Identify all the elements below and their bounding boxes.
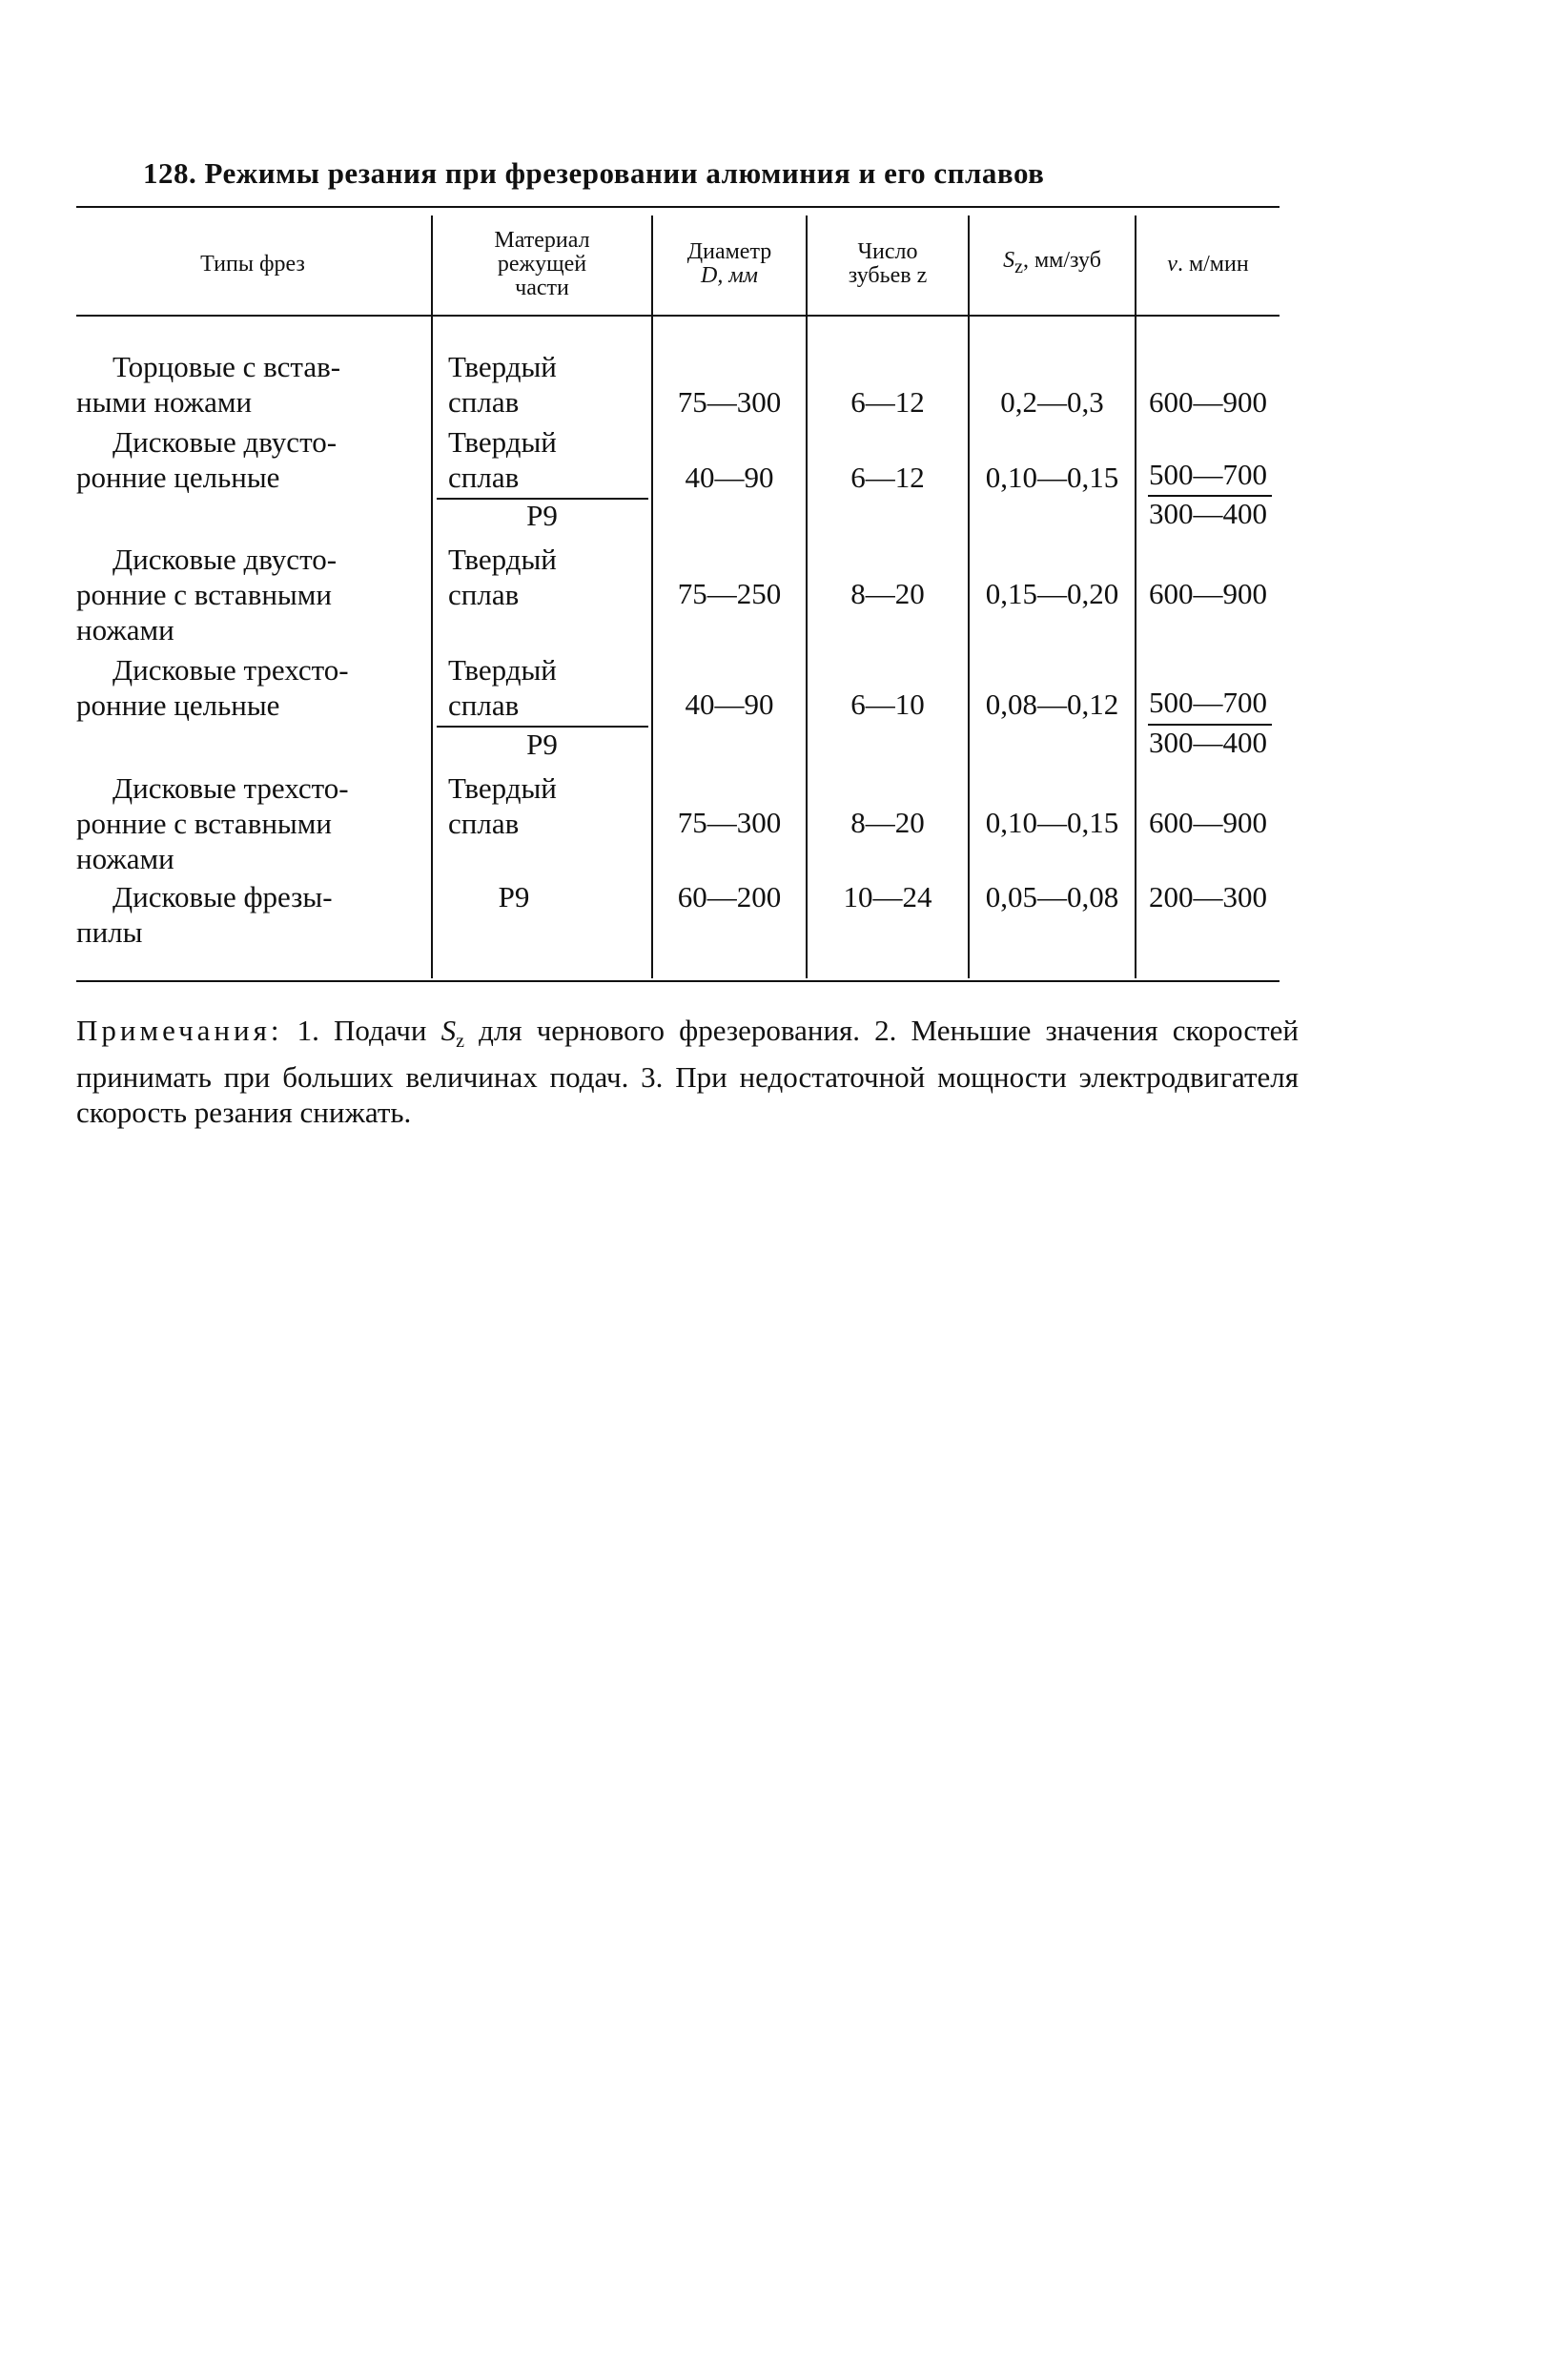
row1-speed: 600—900 (1149, 385, 1267, 419)
notes-label: Примечания: (76, 1014, 283, 1047)
row2-type: Дисковые двусто- ронние цельные (76, 425, 338, 494)
table-notes: Примечания: 1. Подачи $S_z$ для чернового фрезерования. 2. Меньшие значения скоростей принимать при больших величинах подач. 3. При недостаточной мощности электродвигателя скорость резания снижать. (76, 1014, 1299, 1130)
row5-speed: 600—900 (1149, 806, 1267, 839)
row2-diameter: 40—90 (685, 461, 774, 494)
row3-type: Дисковые двусто- ронние с вставными ножами (76, 543, 338, 646)
row1-feed: 0,2—0,3 (1000, 385, 1104, 419)
col-sep-1 (431, 215, 433, 978)
row5-diameter: 75—300 (677, 806, 782, 839)
row4-speed-alt: 300—400 (1149, 726, 1267, 759)
row6-speed: 200—300 (1149, 880, 1267, 913)
header-teeth: Число зубьев z (848, 239, 928, 288)
row4-speed: 500—700 (1149, 686, 1267, 719)
row2-speed: 500—700 (1149, 458, 1267, 491)
table-title: 128. Режимы резания при фрезеровании алюминия и его сплавов (143, 156, 1045, 190)
header-speed: v. м/мин (1167, 251, 1249, 277)
row1-material: Твердый сплав (448, 350, 557, 419)
header-type: Типы фрез (200, 251, 305, 277)
row2-speed-alt: 300—400 (1149, 497, 1267, 530)
header-material: Материал режущей части (494, 227, 590, 300)
table-top-rule (76, 206, 1280, 208)
row6-feed: 0,05—0,08 (985, 880, 1119, 913)
row2-material: Твердый сплав (448, 425, 557, 494)
row6-material: Р9 (498, 880, 530, 913)
row4-diameter: 40—90 (685, 687, 774, 721)
row1-teeth: 6—12 (850, 385, 925, 419)
row5-material: Твердый сплав (448, 771, 557, 840)
row1-diameter: 75—300 (677, 385, 782, 419)
row3-diameter: 75—250 (677, 577, 782, 610)
row5-teeth: 8—20 (850, 806, 925, 839)
row5-feed: 0,10—0,15 (985, 806, 1119, 839)
row6-type: Дисковые фрезы- пилы (76, 880, 333, 949)
row3-feed: 0,15—0,20 (985, 577, 1119, 610)
row3-speed: 600—900 (1149, 577, 1267, 610)
row2-feed: 0,10—0,15 (985, 461, 1119, 494)
row3-material: Твердый сплав (448, 543, 557, 611)
row5-type: Дисковые трехсто- ронние с вставными ножами (76, 771, 349, 875)
table-bottom-rule (76, 980, 1280, 982)
row2-material-alt: Р9 (526, 499, 558, 532)
row3-teeth: 8—20 (850, 577, 925, 610)
row6-teeth: 10—24 (843, 880, 932, 913)
row4-material-alt: Р9 (526, 728, 558, 761)
header-diameter: Диаметр D, мм (686, 239, 772, 288)
header-feed: $S_z$, мм/зуб (1003, 248, 1101, 277)
row4-material: Твердый сплав (448, 653, 557, 722)
row4-teeth: 6—10 (850, 687, 925, 721)
header-bottom-rule (76, 315, 1280, 317)
row2-teeth: 6—12 (850, 461, 925, 494)
row1-type: Торцовые с встав- ными ножами (76, 350, 341, 419)
row6-diameter: 60—200 (677, 880, 782, 913)
row4-feed: 0,08—0,12 (985, 687, 1119, 721)
row4-type: Дисковые трехсто- ронние цельные (76, 653, 349, 722)
